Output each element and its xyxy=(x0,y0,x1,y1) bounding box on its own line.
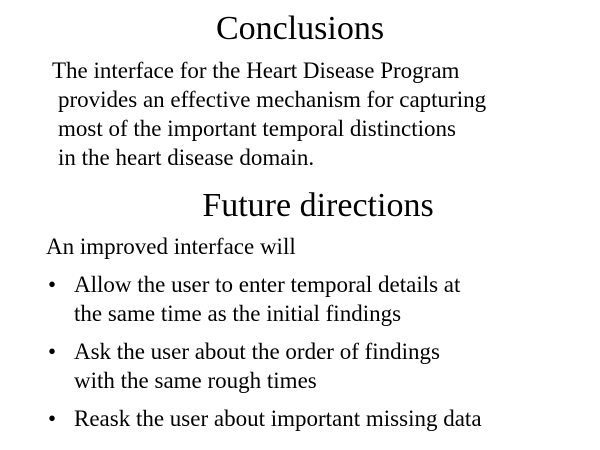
bullet-line: Reask the user about important missing data xyxy=(74,406,482,431)
conclusions-paragraph xyxy=(52,56,486,172)
bullet-line: Allow the user to enter temporal details at xyxy=(74,272,461,297)
bullet-line: Ask the user about the order of findings xyxy=(74,339,441,364)
bullet-line: the same time as the initial findings xyxy=(74,301,402,326)
conclusions-heading: Conclusions xyxy=(215,10,385,47)
bullet-item xyxy=(48,404,482,433)
conclusions-line: most of the important temporal distinctions xyxy=(58,116,456,141)
conclusions-line: provides an effective mechanism for capturing xyxy=(58,87,487,112)
bullet-item xyxy=(48,270,482,328)
bullet-icon: • xyxy=(48,406,57,431)
future-directions-heading: Future directions xyxy=(202,187,434,224)
bullet-icon: • xyxy=(48,272,57,297)
future-bullet-list xyxy=(48,270,482,442)
bullet-item xyxy=(48,337,482,395)
future-intro-text: An improved interface will xyxy=(46,234,296,259)
bullet-icon: • xyxy=(48,339,57,364)
conclusions-line: The interface for the Heart Disease Program xyxy=(52,58,460,83)
bullet-line: with the same rough times xyxy=(74,368,317,393)
conclusions-line: in the heart disease domain. xyxy=(58,145,315,170)
